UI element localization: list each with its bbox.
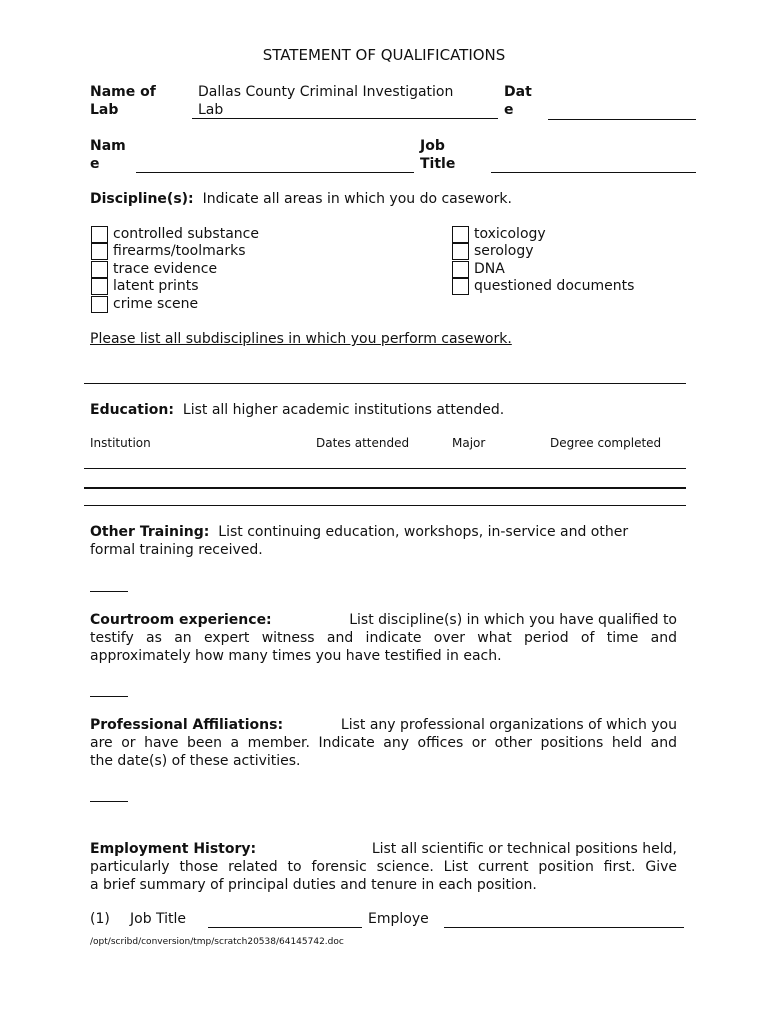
checkbox-toxicology[interactable] <box>452 226 469 243</box>
employment-employer-field[interactable] <box>444 927 684 928</box>
education-col-degree: Degree completed <box>550 436 662 450</box>
job-title-field[interactable] <box>491 154 696 173</box>
disciplines-header <box>90 190 512 208</box>
affiliations-line2: are or have been a member. Indicate any offices or other positions held and <box>90 735 677 751</box>
job-title-label-line2: Title <box>420 156 456 172</box>
lab-value-line1: Dallas County Criminal Investigation <box>198 84 454 100</box>
courtroom-line1 <box>90 611 677 629</box>
option-crime-scene: crime scene <box>113 296 199 312</box>
affiliations-line1 <box>90 716 677 734</box>
disciplines-instruction: Indicate all areas in which you do casework. <box>202 191 512 207</box>
lab-name-field[interactable] <box>192 118 498 119</box>
subdisciplines-answer-line[interactable] <box>84 383 686 384</box>
employment-line3: a brief summary of principal duties and tenure in each position. <box>90 877 537 893</box>
option-toxicology: toxicology <box>474 226 546 242</box>
option-controlled-substance: controlled substance <box>113 226 259 242</box>
lab-label-line1: Name of <box>90 84 156 100</box>
employment-employer-label: Employe <box>368 911 429 927</box>
page-title: STATEMENT OF QUALIFICATIONS <box>262 46 506 64</box>
lab-label-line2: Lab <box>90 102 119 118</box>
affiliations-line3: the date(s) of these activities. <box>90 753 301 769</box>
education-row-line-3[interactable] <box>84 505 686 506</box>
other-training-line1 <box>90 523 677 541</box>
checkbox-trace-evidence[interactable] <box>91 261 108 278</box>
name-field[interactable] <box>136 154 414 173</box>
option-trace-evidence: trace evidence <box>113 261 218 277</box>
education-col-major: Major <box>452 436 486 450</box>
employment-line1 <box>90 840 677 858</box>
job-title-label-line1: Job <box>420 138 445 154</box>
education-heading: Education: <box>90 402 174 418</box>
date-field[interactable] <box>548 101 696 120</box>
checkbox-controlled-substance[interactable] <box>91 226 108 243</box>
option-latent-prints: latent prints <box>113 278 199 294</box>
courtroom-heading: Courtroom experience: <box>90 612 272 628</box>
courtroom-answer-line[interactable] <box>90 696 128 697</box>
courtroom-line3: approximately how many times you have testified in each. <box>90 648 502 664</box>
name-label-line1: Nam <box>90 138 126 154</box>
footer-file-path: /opt/scribd/conversion/tmp/scratch20538/64145742.doc <box>90 937 344 947</box>
option-dna: DNA <box>474 261 505 277</box>
education-row-line-2[interactable] <box>84 487 686 489</box>
date-label-line2: e <box>504 102 514 118</box>
lab-value-line2: Lab <box>198 102 224 118</box>
checkbox-firearms-toolmarks[interactable] <box>91 243 108 260</box>
employment-text1: List all scientific or technical positions held, <box>371 841 677 857</box>
affiliations-answer-line[interactable] <box>90 801 128 802</box>
employment-heading: Employment History: <box>90 841 257 857</box>
employment-job-title-field[interactable] <box>208 927 362 928</box>
courtroom-text1: List discipline(s) in which you have qualified to <box>349 612 677 628</box>
affiliations-text1: List any professional organizations of which you <box>340 717 677 733</box>
disciplines-heading: Discipline(s): <box>90 191 194 207</box>
affiliations-heading: Professional Affiliations: <box>90 717 284 733</box>
option-questioned-documents: questioned documents <box>474 278 635 294</box>
education-header <box>90 401 504 419</box>
checkbox-serology[interactable] <box>452 243 469 260</box>
other-training-heading: Other Training: <box>90 524 210 540</box>
other-training-text1: List continuing education, workshops, in-service and other <box>218 524 629 540</box>
checkbox-questioned-documents[interactable] <box>452 278 469 295</box>
employment-line2: particularly those related to forensic science. List current position first. Give <box>90 859 677 875</box>
courtroom-line2: testify as an expert witness and indicate over what period of time and <box>90 630 677 646</box>
name-label-line2: e <box>90 156 100 172</box>
education-row-line-1[interactable] <box>84 468 686 469</box>
checkbox-latent-prints[interactable] <box>91 278 108 295</box>
option-serology: serology <box>474 243 534 259</box>
subdisciplines-prompt: Please list all subdisciplines in which you perform casework. <box>90 331 512 347</box>
checkbox-crime-scene[interactable] <box>91 296 108 313</box>
other-training-answer-line[interactable] <box>90 591 128 592</box>
other-training-line2: formal training received. <box>90 542 263 558</box>
employment-job-title-label: Job Title <box>130 911 187 927</box>
option-firearms-toolmarks: firearms/toolmarks <box>113 243 246 259</box>
employment-entry-number: (1) <box>90 911 110 927</box>
checkbox-dna[interactable] <box>452 261 469 278</box>
education-instruction: List all higher academic institutions attended. <box>182 402 505 418</box>
education-col-institution: Institution <box>90 436 151 450</box>
date-label-line1: Dat <box>504 84 532 100</box>
education-col-dates: Dates attended <box>316 436 410 450</box>
